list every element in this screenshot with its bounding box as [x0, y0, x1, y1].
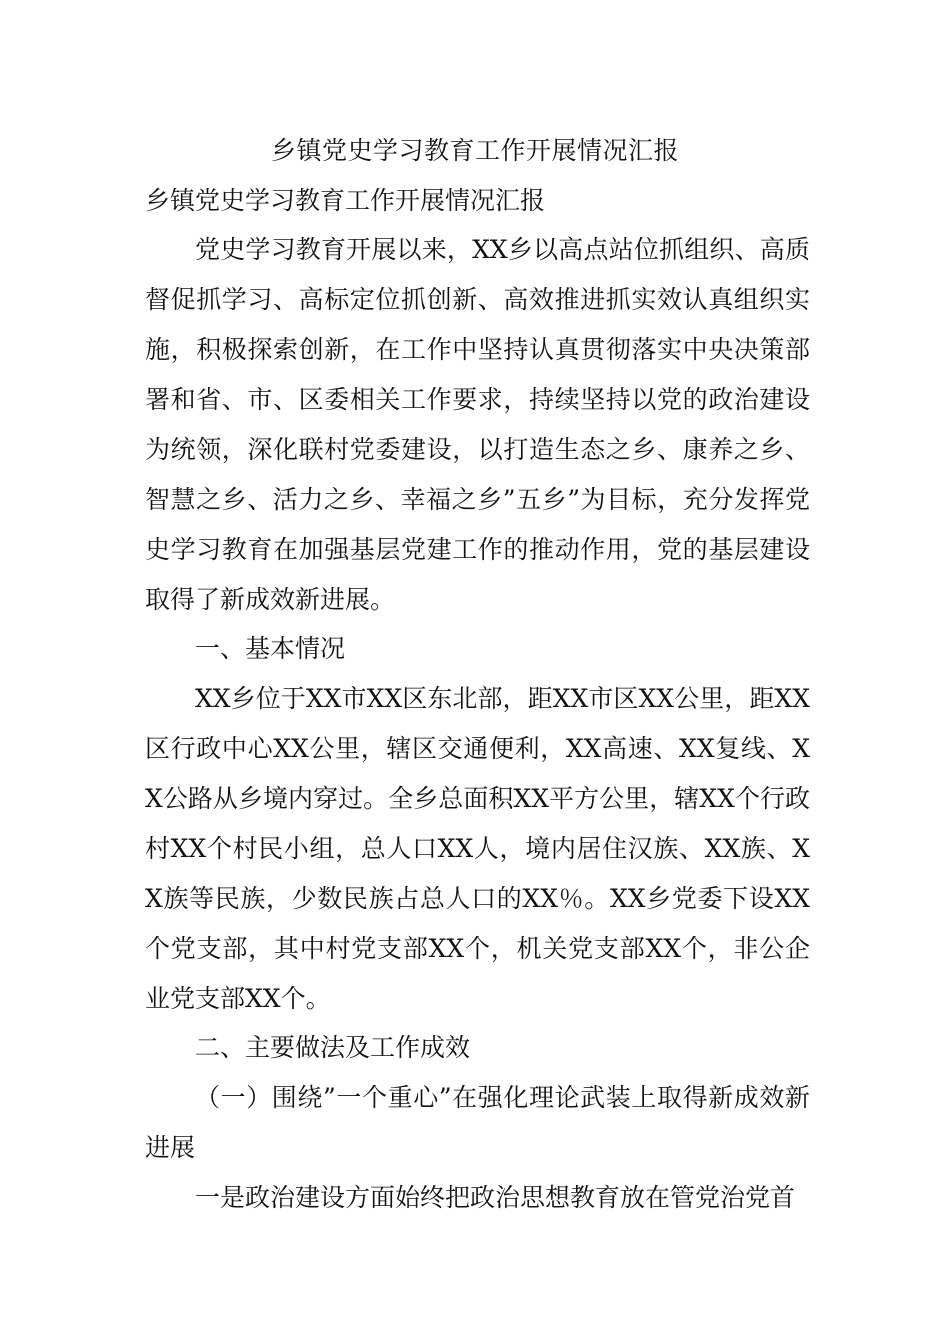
document-subtitle: 乡镇党史学习教育工作开展情况汇报	[145, 186, 546, 215]
political-construction-paragraph: 一是政治建设方面始终把政治思想教育放在管党治党首	[195, 1183, 796, 1212]
section-heading-basic-situation: 一、基本情况	[195, 634, 346, 663]
document-title: 乡镇党史学习教育工作开展情况汇报	[270, 136, 679, 165]
subsection-heading-one-focus: （一）围绕”一个重心”在强化理论武装上取得新成效新进展	[145, 1083, 810, 1162]
intro-paragraph: 党史学习教育开展以来，XX乡以高点站位抓组织、高质督促抓学习、高标定位抓创新、高效推进抓实效认真组织实施，积极探索创新，在工作中坚持认真贯彻落实中央决策部署和省、市、区委相关工作要求，持续坚持以党的政治建设为统领，深化联村党委建设，以打造生态之乡、康养之乡、智慧之乡、活力之乡、幸福之乡”五乡”为目标，充分发挥党史学习教育在加强基层党建工作的推动作用，党的基层建设取得了新成效新进展。	[145, 235, 810, 614]
basic-situation-paragraph: XX乡位于XX市XX区东北部，距XX市区XX公里，距XX区行政中心XX公里，辖区交通便利，XX高速、XX复线、XX公路从乡境内穿过。全乡总面积XX平方公里，辖XX个行政村XX个村民小组，总人口XX人，境内居住汉族、XX族、XX族等民族，少数民族占总人口的XX％。XX乡党委下设XX个党支部，其中村党支部XX个，机关党支部XX个，非公企业党支部XX个。	[145, 684, 810, 1013]
section-heading-main-practices: 二、主要做法及工作成效	[195, 1033, 471, 1062]
